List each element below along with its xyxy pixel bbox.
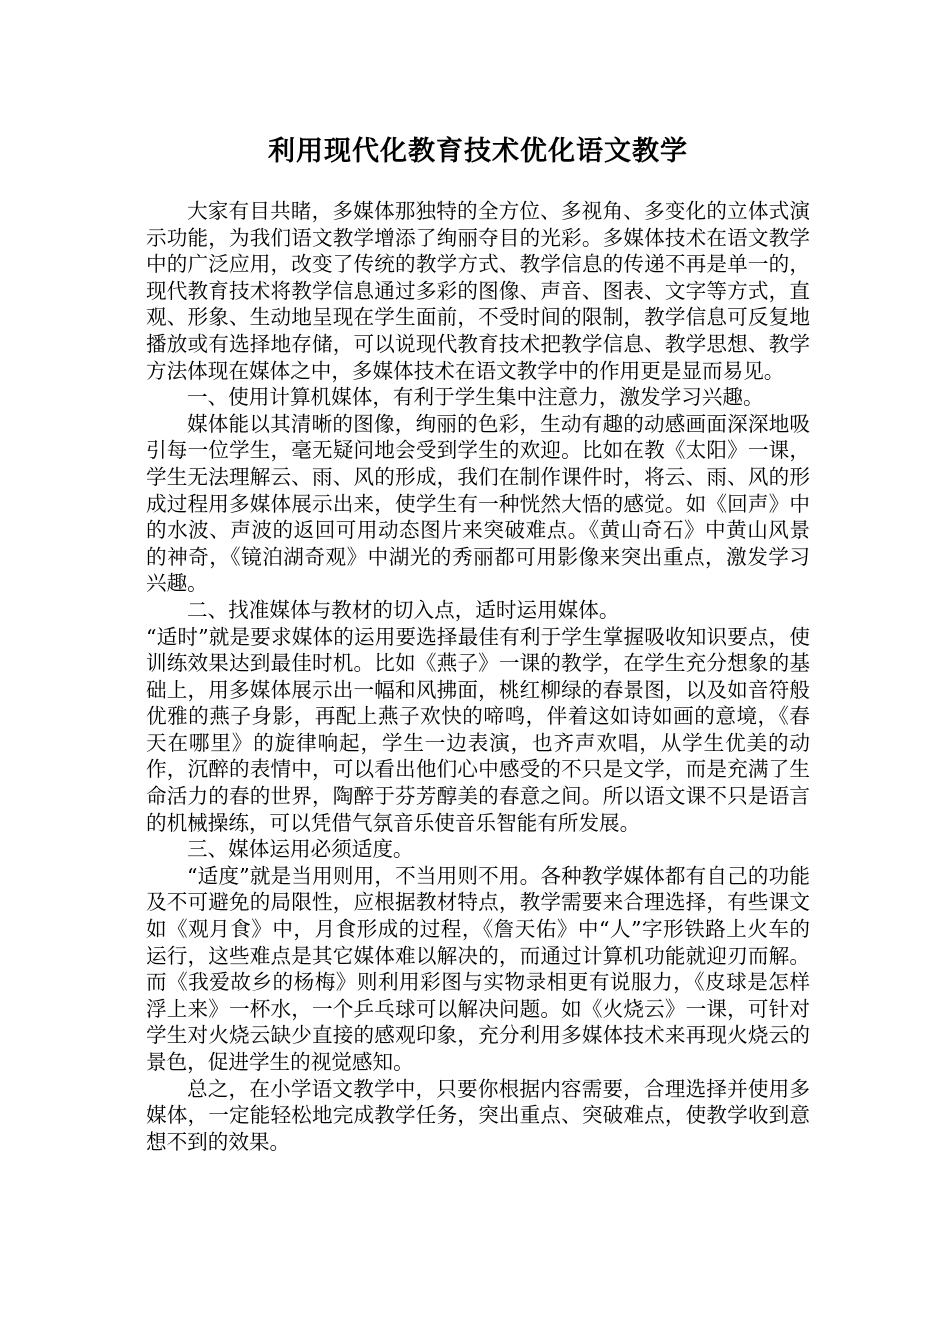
document-page	[146, 0, 810, 1155]
intro-paragraph: 大家有目共睹，多媒体那独特的全方位、多视角、多变化的立体式演示功能，为我们语文教学增添了绚丽夺目的光彩。多媒体技术在语文教学中的广泛应用，改变了传统的教学方式、教学信息的传递不再是单一的，现代教育技术将教学信息通过多彩的图像、声音、图表、文字等方式，直观、形象、生动地呈现在学生面前，不受时间的限制，教学信息可反复地播放或有选择地存储，可以说现代教育技术把教学信息、教学思想、教学方法体现在媒体之中，多媒体技术在语文教学中的作用更是显而易见。	[146, 199, 810, 383]
section-heading-3: 三、媒体运用必须适度。	[187, 837, 414, 862]
section-1-paragraph: 媒体能以其清晰的图像，绚丽的色彩，生动有趣的动感画面深深地吸引每一位学生，毫无疑问地会受到学生的欢迎。比如在教《太阳》一课，学生无法理解云、雨、风的形成，我们在制作课件时，将云、雨、风的形成过程用多媒体展示出来，使学生有一种恍然大悟的感觉。如《回声》中的水波、声波的返回可用动态图片来突破难点。《黄山奇石》中黄山风景的神奇，《镜泊湖奇观》中湖光的秀丽都可用影像来突出重点，激发学习兴趣。	[146, 411, 810, 596]
document-body	[146, 198, 810, 1155]
section-heading-2: 二、找准媒体与教材的切入点，适时运用媒体。	[187, 597, 620, 622]
section-3-paragraph: “适度”就是当用则用，不当用则不用。各种教学媒体都有自己的功能及不可避免的局限性，应根据教材特点，教学需要来合理选择，有些课文如《观月食》中，月食形成的过程，《詹天佑》中“人”字形铁路上火车的运行，这些难点是其它媒体难以解决的，而通过计算机功能就迎刃而解。而《我爱故乡的杨梅》则利用彩图与实物录相更有说服力，《皮球是怎样浮上来》一杯水，一个乒乓球可以解决问题。如《火烧云》一课，可针对学生对火烧云缺少直接的感观印象，充分利用多媒体技术来再现火烧云的景色，促进学生的视觉感知。	[146, 863, 810, 1074]
section-heading-1: 一、使用计算机媒体，有利于学生集中注意力，激发学习兴趣。	[187, 385, 764, 410]
document-title: 利用现代化教育技术优化语文教学	[268, 136, 688, 167]
section-2-paragraph: “适时”就是要求媒体的运用要选择最佳有利于学生掌握吸收知识要点，使训练效果达到最佳时机。比如《燕子》一课的教学，在学生充分想象的基础上，用多媒体展示出一幅和风拂面，桃红柳绿的春景图，以及如音符般优雅的燕子身影，再配上燕子欢快的啼鸣，伴着这如诗如画的意境，《春天在哪里》的旋律响起，学生一边表演，也齐声欢唱，从学生优美的动作，沉醉的表情中，可以看出他们心中感受的不只是文学，而是充满了生命活力的春的世界，陶醉于芬芳醇美的春意之间。所以语文课不只是语言的机械操练，可以凭借气氛音乐使音乐智能有所发展。	[146, 624, 810, 835]
conclusion-paragraph: 总之，在小学语文教学中，只要你根据内容需要，合理选择并使用多媒体，一定能轻松地完成教学任务，突出重点、突破难点，使教学收到意想不到的效果。	[146, 1076, 810, 1154]
